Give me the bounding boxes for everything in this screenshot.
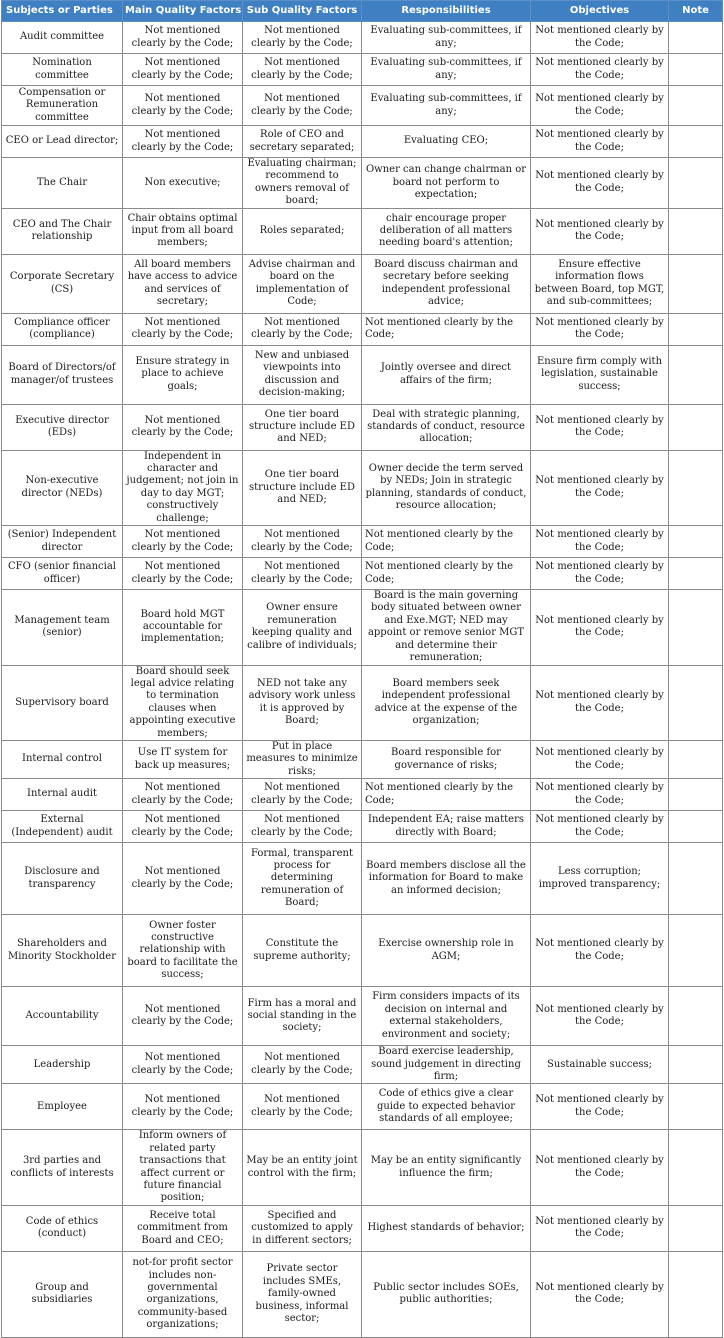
cell-main-quality: Not mentioned clearly by the Code;	[123, 1084, 243, 1130]
governance-table	[1, 0, 723, 1338]
cell-sub-quality: Not mentioned clearly by the Code;	[243, 86, 362, 126]
cell-note	[669, 313, 723, 345]
cell-note	[669, 450, 723, 525]
cell-objective: Ensure effective information flows between Board, top MGT, and sub-committees;	[531, 254, 669, 313]
cell-responsibility: Board members disclose all the information for Board to make an informed decision;	[362, 843, 531, 915]
cell-objective: Not mentioned clearly by the Code;	[531, 558, 669, 590]
cell-responsibility: Jointly oversee and direct affairs of the firm;	[362, 345, 531, 404]
cell-responsibility: Not mentioned clearly by the Code;	[362, 313, 531, 345]
cell-note	[669, 987, 723, 1046]
cell-subject: Compensation or Remuneration committee	[2, 86, 123, 126]
table-row	[2, 158, 723, 209]
cell-responsibility: Not mentioned clearly by the Code;	[362, 526, 531, 558]
cell-sub-quality: Not mentioned clearly by the Code;	[243, 313, 362, 345]
cell-main-quality: Not mentioned clearly by the Code;	[123, 54, 243, 86]
cell-main-quality: Board should seek legal advice relating to termination clauses when appointing executive members;	[123, 665, 243, 740]
cell-sub-quality: Owner ensure remuneration keeping quality and calibre of individuals;	[243, 590, 362, 665]
cell-main-quality: Independent in character and judgement; not join in day to day MGT; constructively challenge;	[123, 450, 243, 525]
cell-note	[669, 740, 723, 778]
header-objectives: Objectives	[531, 1, 669, 22]
cell-sub-quality: Not mentioned clearly by the Code;	[243, 1046, 362, 1084]
table-row	[2, 345, 723, 404]
cell-objective: Not mentioned clearly by the Code;	[531, 313, 669, 345]
cell-sub-quality: Not mentioned clearly by the Code;	[243, 779, 362, 811]
cell-main-quality: Chair obtains optimal input from all board members;	[123, 208, 243, 254]
table-row	[2, 843, 723, 915]
cell-main-quality: Not mentioned clearly by the Code;	[123, 1046, 243, 1084]
cell-sub-quality: Not mentioned clearly by the Code;	[243, 54, 362, 86]
cell-sub-quality: Advise chairman and board on the implementation of Code;	[243, 254, 362, 313]
cell-main-quality: Ensure strategy in place to achieve goals;	[123, 345, 243, 404]
cell-sub-quality: Not mentioned clearly by the Code;	[243, 22, 362, 54]
table-row	[2, 590, 723, 665]
table-row	[2, 1205, 723, 1251]
cell-responsibility: Public sector includes SOEs, public authorities;	[362, 1251, 531, 1337]
cell-note	[669, 54, 723, 86]
cell-subject: Executive director (EDs)	[2, 404, 123, 450]
cell-responsibility: Evaluating sub-committees, if any;	[362, 22, 531, 54]
cell-responsibility: May be an entity significantly influence the firm;	[362, 1130, 531, 1205]
header-responsibilities: Responsibilities	[362, 1, 531, 22]
cell-sub-quality: NED not take any advisory work unless it is approved by Board;	[243, 665, 362, 740]
table-row	[2, 1084, 723, 1130]
cell-subject: Management team (senior)	[2, 590, 123, 665]
cell-sub-quality: Constitute the supreme authority;	[243, 915, 362, 987]
cell-main-quality: Not mentioned clearly by the Code;	[123, 558, 243, 590]
cell-responsibility: Deal with strategic planning, standards of conduct, resource allocation;	[362, 404, 531, 450]
cell-note	[669, 915, 723, 987]
cell-responsibility: Board exercise leadership, sound judgement in directing firm;	[362, 1046, 531, 1084]
cell-objective: Not mentioned clearly by the Code;	[531, 740, 669, 778]
cell-objective: Not mentioned clearly by the Code;	[531, 779, 669, 811]
cell-subject: Audit committee	[2, 22, 123, 54]
cell-note	[669, 86, 723, 126]
cell-main-quality: Not mentioned clearly by the Code;	[123, 86, 243, 126]
cell-objective: Not mentioned clearly by the Code;	[531, 86, 669, 126]
cell-main-quality: Not mentioned clearly by the Code;	[123, 404, 243, 450]
table-row	[2, 126, 723, 158]
table-row	[2, 22, 723, 54]
cell-sub-quality: Private sector includes SMEs, family-owned business, informal sector;	[243, 1251, 362, 1337]
table-row	[2, 526, 723, 558]
header-subjects: Subjects or Parties	[2, 1, 123, 22]
cell-responsibility: Board discuss chairman and secretary before seeking independent professional advice;	[362, 254, 531, 313]
cell-subject: Supervisory board	[2, 665, 123, 740]
cell-responsibility: Highest standards of behavior;	[362, 1205, 531, 1251]
header-note: Note	[669, 1, 723, 22]
cell-objective: Ensure firm comply with legislation, sustainable success;	[531, 345, 669, 404]
table-row	[2, 1130, 723, 1205]
cell-note	[669, 1130, 723, 1205]
table-row	[2, 86, 723, 126]
cell-objective: Sustainable success;	[531, 1046, 669, 1084]
cell-main-quality: Not mentioned clearly by the Code;	[123, 987, 243, 1046]
cell-sub-quality: Specified and customized to apply in different sectors;	[243, 1205, 362, 1251]
cell-responsibility: Board is the main governing body situated between owner and Exe.MGT; NED may appoint or remove senior MGT and determine their remuneration;	[362, 590, 531, 665]
cell-subject: Disclosure and transparency	[2, 843, 123, 915]
cell-objective: Not mentioned clearly by the Code;	[531, 404, 669, 450]
cell-objective: Not mentioned clearly by the Code;	[531, 665, 669, 740]
cell-main-quality: Not mentioned clearly by the Code;	[123, 843, 243, 915]
cell-objective: Not mentioned clearly by the Code;	[531, 811, 669, 843]
cell-responsibility: Not mentioned clearly by the Code;	[362, 779, 531, 811]
cell-subject: Leadership	[2, 1046, 123, 1084]
cell-note	[669, 526, 723, 558]
cell-sub-quality: May be an entity joint control with the firm;	[243, 1130, 362, 1205]
table-row	[2, 740, 723, 778]
cell-objective: Not mentioned clearly by the Code;	[531, 54, 669, 86]
cell-subject: Non-executive director (NEDs)	[2, 450, 123, 525]
cell-objective: Not mentioned clearly by the Code;	[531, 987, 669, 1046]
cell-subject: Shareholders and Minority Stockholder	[2, 915, 123, 987]
cell-sub-quality: Not mentioned clearly by the Code;	[243, 558, 362, 590]
cell-note	[669, 158, 723, 209]
cell-sub-quality: Not mentioned clearly by the Code;	[243, 526, 362, 558]
table-row	[2, 665, 723, 740]
header-row	[2, 1, 723, 22]
cell-subject: Group and subsidiaries	[2, 1251, 123, 1337]
table-row	[2, 915, 723, 987]
cell-main-quality: All board members have access to advice and services of secretary;	[123, 254, 243, 313]
cell-main-quality: Inform owners of related party transactions that affect current or future financial position;	[123, 1130, 243, 1205]
table-row	[2, 404, 723, 450]
table-row	[2, 811, 723, 843]
cell-responsibility: Board responsible for governance of risks;	[362, 740, 531, 778]
cell-objective: Not mentioned clearly by the Code;	[531, 526, 669, 558]
table-row	[2, 1046, 723, 1084]
cell-subject: Board of Directors/of manager/of trustees	[2, 345, 123, 404]
table-row	[2, 208, 723, 254]
cell-main-quality: not-for profit sector includes non-governmental organizations, community-based organizations;	[123, 1251, 243, 1337]
cell-note	[669, 811, 723, 843]
cell-objective: Less corruption; improved transparency;	[531, 843, 669, 915]
cell-main-quality: Not mentioned clearly by the Code;	[123, 126, 243, 158]
cell-subject: Compliance officer (compliance)	[2, 313, 123, 345]
cell-note	[669, 1251, 723, 1337]
cell-main-quality: Not mentioned clearly by the Code;	[123, 779, 243, 811]
cell-subject: CEO or Lead director;	[2, 126, 123, 158]
cell-main-quality: Not mentioned clearly by the Code;	[123, 526, 243, 558]
cell-main-quality: Use IT system for back up measures;	[123, 740, 243, 778]
cell-objective: Not mentioned clearly by the Code;	[531, 22, 669, 54]
table-row	[2, 558, 723, 590]
cell-sub-quality: Roles separated;	[243, 208, 362, 254]
cell-subject: External (Independent) audit	[2, 811, 123, 843]
cell-subject: Accountability	[2, 987, 123, 1046]
cell-objective: Not mentioned clearly by the Code;	[531, 1084, 669, 1130]
cell-responsibility: Evaluating CEO;	[362, 126, 531, 158]
cell-subject: Internal audit	[2, 779, 123, 811]
cell-responsibility: Evaluating sub-committees, if any;	[362, 86, 531, 126]
table-row	[2, 313, 723, 345]
cell-objective: Not mentioned clearly by the Code;	[531, 1130, 669, 1205]
cell-sub-quality: One tier board structure include ED and NED;	[243, 450, 362, 525]
cell-sub-quality: Not mentioned clearly by the Code;	[243, 811, 362, 843]
cell-objective: Not mentioned clearly by the Code;	[531, 450, 669, 525]
cell-objective: Not mentioned clearly by the Code;	[531, 915, 669, 987]
cell-responsibility: Independent EA; raise matters directly with Board;	[362, 811, 531, 843]
cell-objective: Not mentioned clearly by the Code;	[531, 1205, 669, 1251]
cell-note	[669, 558, 723, 590]
cell-note	[669, 1205, 723, 1251]
cell-sub-quality: One tier board structure include ED and NED;	[243, 404, 362, 450]
table-row	[2, 987, 723, 1046]
cell-responsibility: Not mentioned clearly by the Code;	[362, 558, 531, 590]
cell-objective: Not mentioned clearly by the Code;	[531, 208, 669, 254]
cell-main-quality: Not mentioned clearly by the Code;	[123, 313, 243, 345]
cell-subject: 3rd parties and conflicts of interests	[2, 1130, 123, 1205]
cell-objective: Not mentioned clearly by the Code;	[531, 590, 669, 665]
cell-note	[669, 665, 723, 740]
cell-responsibility: Evaluating sub-committees, if any;	[362, 54, 531, 86]
cell-subject: (Senior) Independent director	[2, 526, 123, 558]
cell-note	[669, 1084, 723, 1130]
cell-note	[669, 254, 723, 313]
table-row	[2, 54, 723, 86]
cell-sub-quality: Formal, transparent process for determining remuneration of Board;	[243, 843, 362, 915]
cell-note	[669, 1046, 723, 1084]
cell-subject: Code of ethics (conduct)	[2, 1205, 123, 1251]
cell-main-quality: Receive total commitment from Board and CEO;	[123, 1205, 243, 1251]
table-row	[2, 450, 723, 525]
cell-responsibility: Exercise ownership role in AGM;	[362, 915, 531, 987]
cell-sub-quality: Role of CEO and secretary separated;	[243, 126, 362, 158]
cell-subject: Corporate Secretary (CS)	[2, 254, 123, 313]
cell-note	[669, 590, 723, 665]
cell-responsibility: Board members seek independent professional advice at the expense of the organization;	[362, 665, 531, 740]
cell-note	[669, 843, 723, 915]
cell-subject: Employee	[2, 1084, 123, 1130]
cell-main-quality: Not mentioned clearly by the Code;	[123, 22, 243, 54]
table-row	[2, 1251, 723, 1337]
cell-note	[669, 779, 723, 811]
cell-main-quality: Non executive;	[123, 158, 243, 209]
cell-responsibility: Code of ethics give a clear guide to expected behavior standards of all employee;	[362, 1084, 531, 1130]
cell-subject: Nomination committee	[2, 54, 123, 86]
table-row	[2, 779, 723, 811]
cell-objective: Not mentioned clearly by the Code;	[531, 1251, 669, 1337]
cell-sub-quality: Not mentioned clearly by the Code;	[243, 1084, 362, 1130]
cell-subject: CFO (senior financial officer)	[2, 558, 123, 590]
cell-note	[669, 22, 723, 54]
cell-main-quality: Board hold MGT accountable for implementation;	[123, 590, 243, 665]
cell-responsibility: Owner decide the term served by NEDs; Join in strategic planning, standards of conduct, resource allocation;	[362, 450, 531, 525]
cell-objective: Not mentioned clearly by the Code;	[531, 126, 669, 158]
cell-sub-quality: Firm has a moral and social standing in the society;	[243, 987, 362, 1046]
header-main-quality-factors: Main Quality Factors	[123, 1, 243, 22]
cell-sub-quality: Evaluating chairman; recommend to owners removal of board;	[243, 158, 362, 209]
cell-subject: Internal control	[2, 740, 123, 778]
header-sub-quality-factors: Sub Quality Factors	[243, 1, 362, 22]
table-row	[2, 254, 723, 313]
cell-sub-quality: New and unbiased viewpoints into discussion and decision-making;	[243, 345, 362, 404]
cell-subject: The Chair	[2, 158, 123, 209]
cell-objective: Not mentioned clearly by the Code;	[531, 158, 669, 209]
cell-note	[669, 208, 723, 254]
cell-main-quality: Not mentioned clearly by the Code;	[123, 811, 243, 843]
cell-note	[669, 126, 723, 158]
cell-note	[669, 404, 723, 450]
cell-responsibility: chair encourage proper deliberation of all matters needing board's attention;	[362, 208, 531, 254]
cell-responsibility: Owner can change chairman or board not perform to expectation;	[362, 158, 531, 209]
cell-subject: CEO and The Chair relationship	[2, 208, 123, 254]
cell-responsibility: Firm considers impacts of its decision on internal and external stakeholders, environment and society;	[362, 987, 531, 1046]
cell-main-quality: Owner foster constructive relationship with board to facilitate the success;	[123, 915, 243, 987]
cell-note	[669, 345, 723, 404]
cell-sub-quality: Put in place measures to minimize risks;	[243, 740, 362, 778]
